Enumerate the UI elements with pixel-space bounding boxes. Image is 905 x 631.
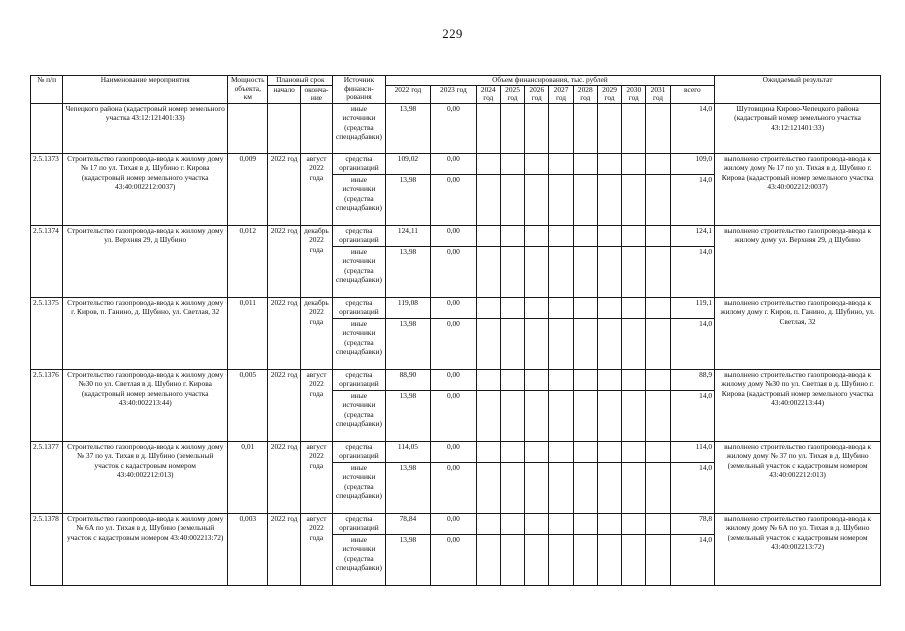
continuation-2022: 13,98 xyxy=(385,103,430,153)
row-2023-org: 0,00 xyxy=(431,369,476,390)
row-2023-org: 0,00 xyxy=(431,153,476,174)
row-2023-other: 0,00 xyxy=(431,390,476,441)
row-start: 2022 год xyxy=(268,441,300,513)
header-year-2022: 2022 год xyxy=(385,85,430,103)
row-number: 2.5.1377 xyxy=(31,441,63,513)
row-end: август 2022 года xyxy=(300,153,332,225)
row-source-org: средства организаций xyxy=(333,297,386,318)
table-row-continuation xyxy=(31,103,881,153)
row-capacity: 0,005 xyxy=(228,369,268,441)
row-start: 2022 год xyxy=(268,369,300,441)
header-year-2028: 2028 год xyxy=(573,85,597,103)
row-capacity: 0,009 xyxy=(228,153,268,225)
continuation-result: Шутовщина Кирово-Чепецкого района (кадастровый номер земельного участка 43:12:121401:33) xyxy=(715,103,881,153)
row-name: Строительство газопровода-ввода к жилому дому № 37 по ул. Тихая в д. Шубино (земельный участок с кадастровым номером 43:40:002212:013) xyxy=(63,441,228,513)
row-2023-other: 0,00 xyxy=(431,174,476,225)
row-start: 2022 год xyxy=(268,297,300,369)
row-source-other: иные источники (средства спецнадбавки) xyxy=(333,534,386,585)
row-source-org: средства организаций xyxy=(333,225,386,246)
row-2022-other: 13,98 xyxy=(385,534,430,585)
header-year-2027: 2027 год xyxy=(549,85,573,103)
row-result: выполнено строительство газопровода-ввода к жилому дому № 6А по ул. Тихая в д. Шубино (земельный участок с кадастровым номером 43:40:002213:72) xyxy=(715,513,881,585)
table-row xyxy=(31,297,881,318)
row-source-other: иные источники (средства спецнадбавки) xyxy=(333,462,386,513)
row-total-org: 114,0 xyxy=(670,441,714,462)
row-total-other: 14,0 xyxy=(670,318,714,369)
row-2022-org: 88,90 xyxy=(385,369,430,390)
row-total-other: 14,0 xyxy=(670,390,714,441)
row-end: декабрь 2022 года xyxy=(300,297,332,369)
row-2023-other: 0,00 xyxy=(431,318,476,369)
row-source-org: средства организаций xyxy=(333,153,386,174)
row-2022-other: 13,98 xyxy=(385,390,430,441)
page-number: 229 xyxy=(442,26,463,41)
row-result: выполнено строительство газопровода-ввода к жилому дому г. Киров, п. Ганино, д. Шубино, ул. Светлая, 32 xyxy=(715,297,881,369)
row-capacity: 0,011 xyxy=(228,297,268,369)
row-number: 2.5.1375 xyxy=(31,297,63,369)
row-2023-other: 0,00 xyxy=(431,534,476,585)
header-year-2031: 2031 год xyxy=(646,85,670,103)
row-2023-org: 0,00 xyxy=(431,513,476,534)
header-name: Наименование мероприятия xyxy=(63,76,228,104)
row-source-org: средства организаций xyxy=(333,441,386,462)
row-2023-org: 0,00 xyxy=(431,225,476,246)
row-2023-org: 0,00 xyxy=(431,297,476,318)
row-start: 2022 год xyxy=(268,225,300,297)
header-year-2024: 2024 год xyxy=(476,85,500,103)
row-end: декабрь 2022 года xyxy=(300,225,332,297)
row-result: выполнено строительство газопровода-ввода к жилому дому № 17 по ул. Тихая в д. Шубино г. Кирова (кадастровый номер земельного участка 43:40:002212:0037) xyxy=(715,153,881,225)
continuation-total: 14,0 xyxy=(670,103,714,153)
header-year-2023: 2023 год xyxy=(431,85,476,103)
row-source-other: иные источники (средства спецнадбавки) xyxy=(333,246,386,297)
row-total-other: 14,0 xyxy=(670,534,714,585)
row-source-other: иные источники (средства спецнадбавки) xyxy=(333,174,386,225)
table-row xyxy=(31,153,881,174)
row-total-other: 14,0 xyxy=(670,462,714,513)
row-2022-other: 13,98 xyxy=(385,246,430,297)
row-2023-org: 0,00 xyxy=(431,441,476,462)
row-name: Строительство газопровода-ввода к жилому дому ул. Верхняя 29, д Шубино xyxy=(63,225,228,297)
table-row xyxy=(31,513,881,534)
row-total-org: 88,9 xyxy=(670,369,714,390)
row-number: 2.5.1374 xyxy=(31,225,63,297)
table-row xyxy=(31,225,881,246)
row-capacity: 0,01 xyxy=(228,441,268,513)
table-body xyxy=(31,103,881,585)
row-2022-org: 124,11 xyxy=(385,225,430,246)
header-plan-term: Плановый срок xyxy=(268,76,333,86)
row-end: август 2022 года xyxy=(300,513,332,585)
continuation-2023: 0,00 xyxy=(431,103,476,153)
row-start: 2022 год xyxy=(268,153,300,225)
row-name: Строительство газопровода-ввода к жилому дому г. Киров, п. Ганино, д. Шубино, ул. Светлая, 32 xyxy=(63,297,228,369)
row-number: 2.5.1376 xyxy=(31,369,63,441)
header-source: Источник финанси-рования xyxy=(333,76,386,104)
row-start: 2022 год xyxy=(268,513,300,585)
row-number: 2.5.1378 xyxy=(31,513,63,585)
row-name: Строительство газопровода-ввода к жилому дому № 17 по ул. Тихая в д. Шубино г. Кирова (кадастровый номер земельного участка 43:40:002212:0037) xyxy=(63,153,228,225)
row-source-org: средства организаций xyxy=(333,513,386,534)
financing-table xyxy=(30,75,881,586)
header-result: Ожидаемый результат xyxy=(715,76,881,104)
row-source-org: средства организаций xyxy=(333,369,386,390)
header-end: оконча-ние xyxy=(300,85,332,103)
row-2023-other: 0,00 xyxy=(431,462,476,513)
header-year-2026: 2026 год xyxy=(525,85,549,103)
row-2023-other: 0,00 xyxy=(431,246,476,297)
row-total-other: 14,0 xyxy=(670,246,714,297)
header-start: начало xyxy=(268,85,300,103)
row-name: Строительство газопровода-ввода к жилому дому №30 по ул. Светлая в д. Шубино г. Кирова (кадастровый номер земельного участка 43:40:002213:44) xyxy=(63,369,228,441)
row-capacity: 0,012 xyxy=(228,225,268,297)
header-year-2025: 2025 год xyxy=(500,85,524,103)
header-num: № п/п xyxy=(31,76,63,104)
row-2022-other: 13,98 xyxy=(385,174,430,225)
table-row xyxy=(31,441,881,462)
header-year-2029: 2029 год xyxy=(597,85,621,103)
row-result: выполнено строительство газопровода-ввода к жилому дому № 37 по ул. Тихая в д. Шубино (земельный участок с кадастровым номером 43:40:002212:013) xyxy=(715,441,881,513)
row-end: август 2022 года xyxy=(300,369,332,441)
row-source-other: иные источники (средства спецнадбавки) xyxy=(333,390,386,441)
row-total-org: 119,1 xyxy=(670,297,714,318)
row-end: август 2022 года xyxy=(300,441,332,513)
row-capacity: 0,003 xyxy=(228,513,268,585)
row-2022-org: 114,05 xyxy=(385,441,430,462)
header-capacity: Мощность объекта, км xyxy=(228,76,268,104)
continuation-source: иные источники (средства спецнадбавки) xyxy=(333,103,386,153)
row-name: Строительство газопровода-ввода к жилому дому № 6А по ул. Тихая в д. Шубино (земельный участок с кадастровым номером 43:40:002213:72) xyxy=(63,513,228,585)
row-2022-org: 78,84 xyxy=(385,513,430,534)
row-2022-org: 109,02 xyxy=(385,153,430,174)
row-2022-org: 119,08 xyxy=(385,297,430,318)
row-total-org: 124,1 xyxy=(670,225,714,246)
row-result: выполнено строительство газопровода-ввода к жилому дому ул. Верхняя 29, д Шубино xyxy=(715,225,881,297)
header-funding: Объем финансирования, тыс. рублей xyxy=(385,76,714,86)
table-header xyxy=(31,76,881,104)
row-2022-other: 13,98 xyxy=(385,318,430,369)
row-total-org: 78,8 xyxy=(670,513,714,534)
header-total: всего xyxy=(670,85,714,103)
row-total-other: 14,0 xyxy=(670,174,714,225)
row-total-org: 109,0 xyxy=(670,153,714,174)
row-source-other: иные источники (средства спецнадбавки) xyxy=(333,318,386,369)
row-2022-other: 13,98 xyxy=(385,462,430,513)
continuation-name: Чепецкого района (кадастровый номер земельного участка 43:12:121401:33) xyxy=(63,103,228,153)
row-result: выполнено строительство газопровода-ввода к жилому дому №30 по ул. Светлая в д. Шубино г. Кирова (кадастровый номер земельного участка 43:40:002213:44) xyxy=(715,369,881,441)
table-row xyxy=(31,369,881,390)
row-number: 2.5.1373 xyxy=(31,153,63,225)
header-year-2030: 2030 год xyxy=(622,85,646,103)
